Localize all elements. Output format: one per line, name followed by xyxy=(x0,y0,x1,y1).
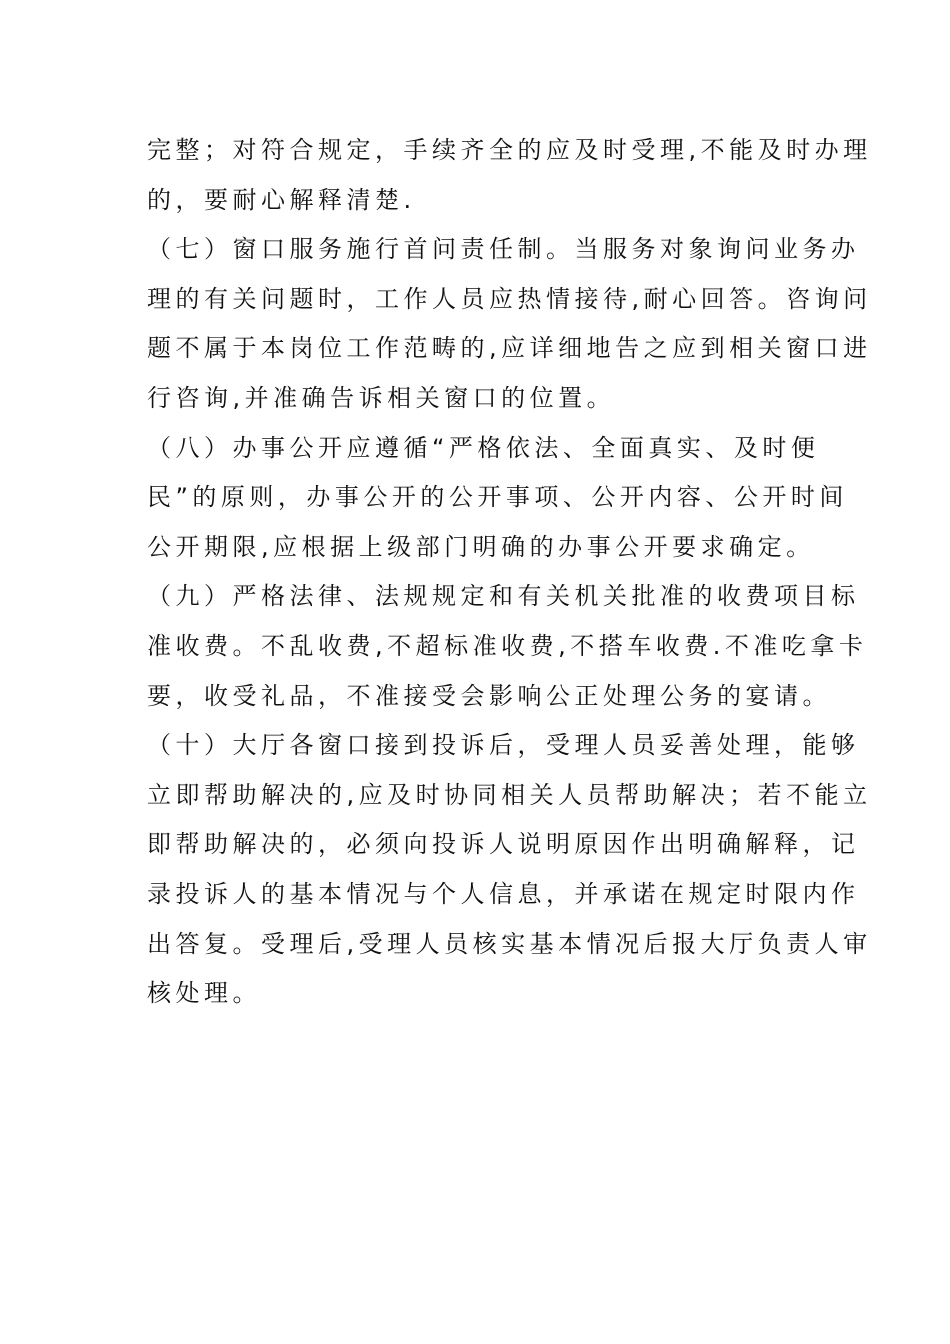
text-line: 民”的原则，办事公开的公开事项、公开内容、公开时间 xyxy=(147,483,848,512)
paragraph-item-7 xyxy=(147,225,872,423)
paragraph-item-9 xyxy=(147,572,868,721)
text-line: 录投诉人的基本情况与个人信息，并承诺在规定时限内作 xyxy=(147,879,860,908)
text-line: （十）大厅各窗口接到投诉后，受理人员妥善处理，能够 xyxy=(147,731,860,760)
text-line: 准收费。不乱收费,不超标准收费,不搭车收费.不准吃拿卡 xyxy=(147,631,868,660)
paragraph-continuation xyxy=(147,126,872,225)
text-line: 核处理。 xyxy=(147,979,261,1008)
text-line: 出答复。受理后,受理人员核实基本情况后报大厅负责人审 xyxy=(147,929,872,958)
text-line: 的，要耐心解释清楚. xyxy=(147,185,416,214)
document-body xyxy=(147,126,872,1019)
paragraph-item-10 xyxy=(147,721,872,1019)
text-line: 题不属于本岗位工作范畴的,应详细地告之应到相关窗口进 xyxy=(147,334,872,363)
text-line: 完整；对符合规定，手续齐全的应及时受理,不能及时办理 xyxy=(147,136,872,164)
text-line: 行咨询,并准确告诉相关窗口的位置。 xyxy=(147,383,616,412)
text-line: （七）窗口服务施行首问责任制。当服务对象询问业务办 xyxy=(147,235,860,264)
text-line: 公开期限,应根据上级部门明确的办事公开要求确定。 xyxy=(147,532,815,561)
text-line: （八）办事公开应遵循“严格依法、全面真实、及时便 xyxy=(147,433,820,462)
text-line: 立即帮助解决的,应及时协同相关人员帮助解决；若不能立 xyxy=(147,780,872,809)
text-line: 要，收受礼品，不准接受会影响公正处理公务的宴请。 xyxy=(147,681,831,710)
text-line: （九）严格法律、法规规定和有关机关批准的收费项目标 xyxy=(147,582,860,611)
paragraph-item-8 xyxy=(147,424,848,573)
text-line: 理的有关问题时，工作人员应热情接待,耐心回答。咨询问 xyxy=(147,284,872,313)
text-line: 即帮助解决的，必须向投诉人说明原因作出明确解释，记 xyxy=(147,830,860,859)
